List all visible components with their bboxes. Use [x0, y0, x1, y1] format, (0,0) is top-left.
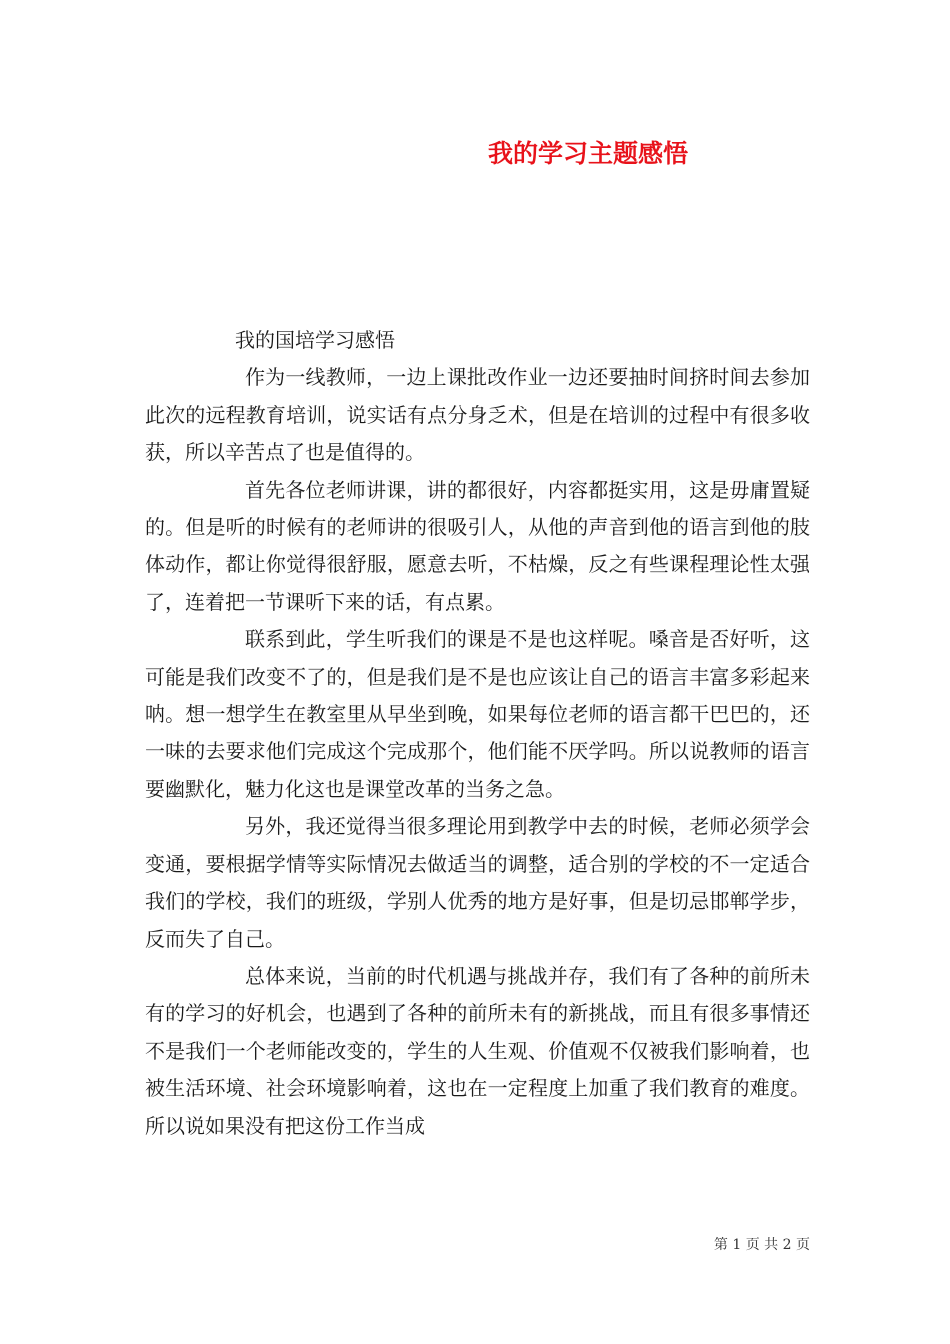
paragraph-3: 联系到此，学生听我们的课是不是也这样呢。嗓音是否好听，这可能是我们改变不了的，但是我们是不是也应该让自己的语言丰富多彩起来呐。想一想学生在教室里从早坐到晚，如果每位老师的语言都干巴巴的，还一味的去要求他们完成这个完成那个，他们能不厌学吗。所以说教师的语言要幽默化，魅力化这也是课堂改革的当务之急。: [145, 627, 810, 801]
paragraph-5: 总体来说，当前的时代机遇与挑战并存，我们有了各种的前所未有的学习的好机会，也遇到了各种的前所未有的新挑战，而且有很多事情还不是我们一个老师能改变的，学生的人生观、价值观不仅被我们影响着，也被生活环境、社会环境影响着，这也在一定程度上加重了我们教育的难度。所以说如果没有把这份工作当成: [145, 963, 810, 1138]
page-title: 我的学习主题感悟: [488, 139, 689, 168]
paragraph-2: 首先各位老师讲课，讲的都很好，内容都挺实用，这是毋庸置疑的。但是听的时候有的老师讲的很吸引人，从他的声音到他的语言到他的肢体动作，都让你觉得很舒服，愿意去听，不枯燥，反之有些课程理论性太强了，连着把一节课听下来的话，有点累。: [145, 477, 810, 614]
paragraph-1: 作为一线教师，一边上课批改作业一边还要抽时间挤时间去参加此次的远程教育培训，说实话有点分身乏术，但是在培训的过程中有很多收获，所以辛苦点了也是值得的。: [145, 365, 810, 465]
paragraph-4: 另外，我还觉得当很多理论用到教学中去的时候，老师必须学会变通，要根据学情等实际情况去做适当的调整，适合别的学校的不一定适合我们的学校，我们的班级，学别人优秀的地方是好事，但是切忌邯郸学步，反而失了自己。: [145, 814, 810, 951]
document-subtitle: 我的国培学习感悟: [235, 328, 395, 352]
page-number-footer: 第 1 页 共 2 页: [713, 1237, 810, 1253]
document-body: [145, 322, 810, 1145]
